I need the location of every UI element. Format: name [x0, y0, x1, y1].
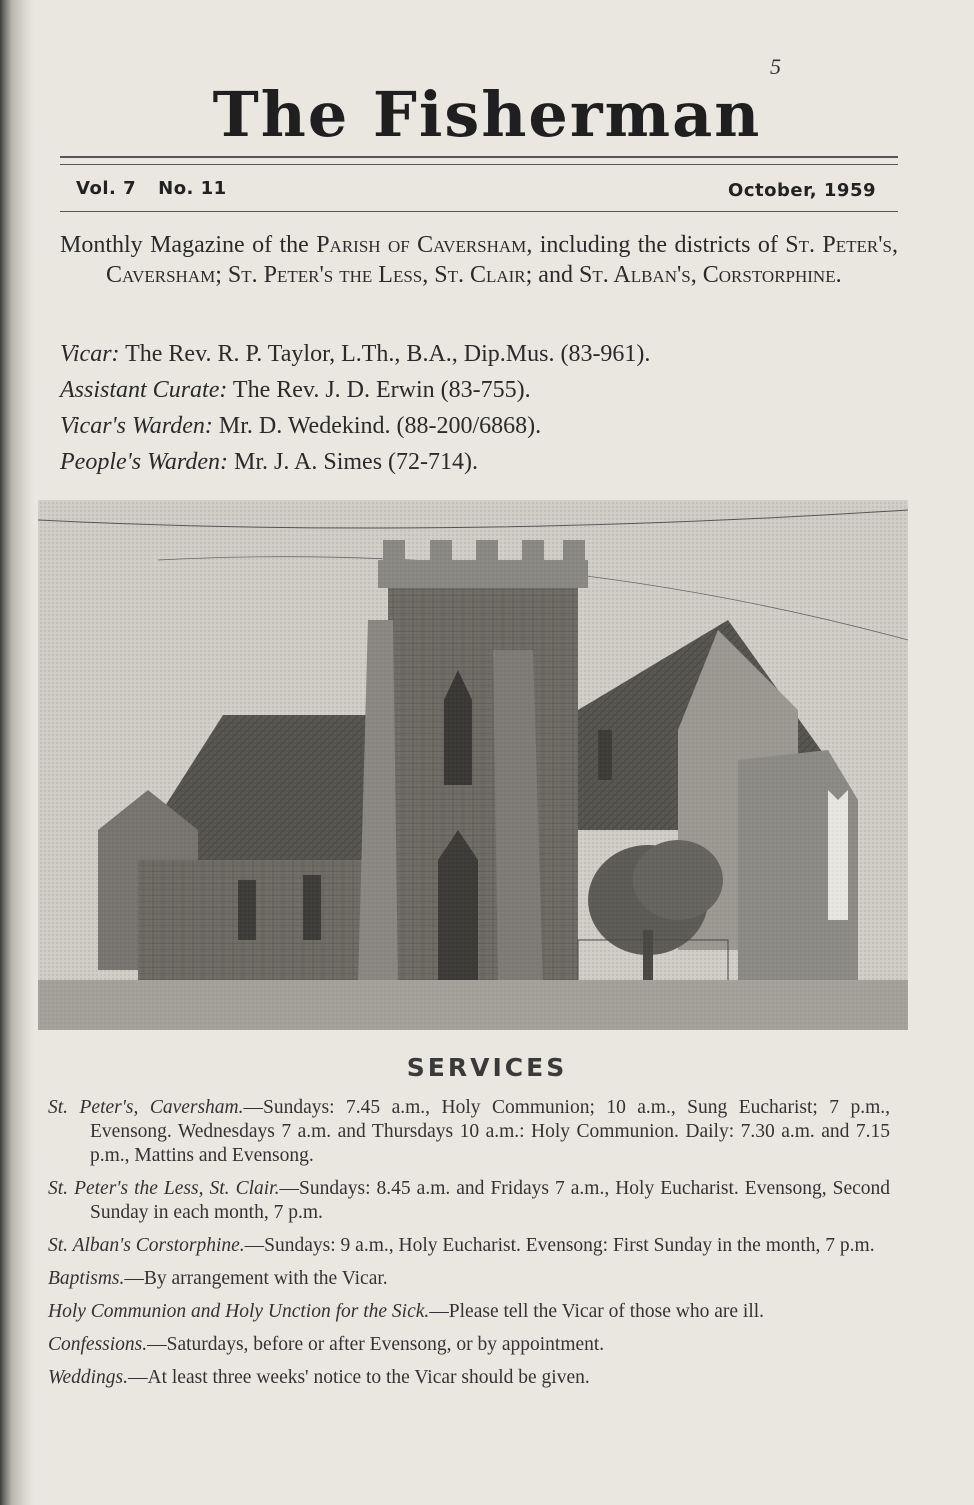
service-text: —At least three weeks' notice to the Vicar should be given. [128, 1367, 590, 1388]
intro-sep-1: ; [215, 262, 228, 288]
service-entry [48, 1267, 890, 1291]
page-binding-shadow [0, 0, 34, 1505]
officer-line-vicar [60, 336, 880, 372]
officer-details: The Rev. R. P. Taylor, L.Th., B.A., Dip.Mus. (83-961). [119, 341, 651, 367]
issue-volume: Vol. 7 [76, 178, 137, 199]
issue-number: No. 11 [158, 178, 227, 199]
service-place: Baptisms. [48, 1268, 125, 1289]
issue-volume-number [76, 178, 249, 199]
intro-district-3: St. Alban's, Corstorphine [578, 262, 836, 288]
service-text: —Sundays: 8.45 a.m. and Fridays 7 a.m., Holy Eucharist. Evensong, Second Sunday in each month, 7 p.m. [90, 1178, 891, 1223]
services-list [48, 1096, 890, 1399]
intro-district-1: St. Peter's, Caversham [106, 232, 899, 288]
service-place: St. Peter's the Less, St. Clair. [48, 1178, 280, 1199]
officer-role: Vicar's Warden: [60, 413, 213, 439]
service-text: —Saturdays, before or after Evensong, or by appointment. [147, 1334, 605, 1355]
intro-paragraph [60, 230, 898, 290]
officer-line-vicars-warden [60, 408, 880, 444]
officer-details: Mr. J. A. Simes (72-714). [228, 449, 479, 475]
service-entry [48, 1300, 890, 1324]
service-place: St. Alban's Corstorphine. [48, 1235, 245, 1256]
masthead-double-rule [60, 156, 898, 165]
service-place: Weddings. [48, 1367, 128, 1388]
service-text: —By arrangement with the Vicar. [124, 1268, 388, 1289]
officer-line-curate [60, 372, 880, 408]
officer-details: Mr. D. Wedekind. (88-200/6868). [212, 413, 542, 439]
church-photograph [38, 500, 908, 1030]
church-illustration [38, 500, 908, 1030]
issue-date: October, 1959 [728, 180, 876, 201]
service-place: Confessions. [48, 1334, 148, 1355]
officer-role: Vicar: [60, 341, 120, 367]
service-text: —Sundays: 7.45 a.m., Holy Communion; 10 a.m., Sung Eucharist; 7 p.m., Evensong. Wednesdays 7 a.m. and Thursdays 10 a.m.: Holy Communion. Daily: 7.30 a.m. and 7.15 p.m., Mattins and Evensong. [90, 1097, 891, 1166]
intro-sep-2: ; and [525, 262, 579, 288]
service-entry [48, 1177, 890, 1225]
officers-list [60, 336, 880, 480]
service-entry [48, 1333, 890, 1357]
intro-district-2: St. Peter's the Less, St. Clair [227, 262, 526, 288]
intro-end: . [835, 262, 842, 288]
service-entry [48, 1366, 890, 1390]
service-text: —Please tell the Vicar of those who are ill. [429, 1301, 765, 1322]
issue-rule [60, 211, 898, 212]
page-number: 5 [770, 54, 781, 79]
services-heading: SERVICES [406, 1053, 568, 1082]
service-place: Holy Communion and Holy Unction for the Sick. [48, 1301, 430, 1322]
masthead-title: The Fisherman [212, 78, 762, 151]
officer-role: Assistant Curate: [60, 377, 228, 403]
intro-mid: , including the districts of [526, 232, 786, 258]
service-text: —Sundays: 9 a.m., Holy Eucharist. Evensong: First Sunday in the month, 7 p.m. [244, 1235, 875, 1256]
intro-parish: Parish of Caversham [316, 232, 527, 258]
service-entry [48, 1096, 890, 1168]
officer-details: The Rev. J. D. Erwin (83-755). [227, 377, 531, 403]
officer-role: People's Warden: [60, 449, 228, 475]
service-place: St. Peter's, Caversham. [48, 1097, 244, 1118]
service-entry [48, 1234, 890, 1258]
intro-pre: Monthly Magazine of the [60, 232, 317, 258]
officer-line-peoples-warden [60, 444, 880, 480]
